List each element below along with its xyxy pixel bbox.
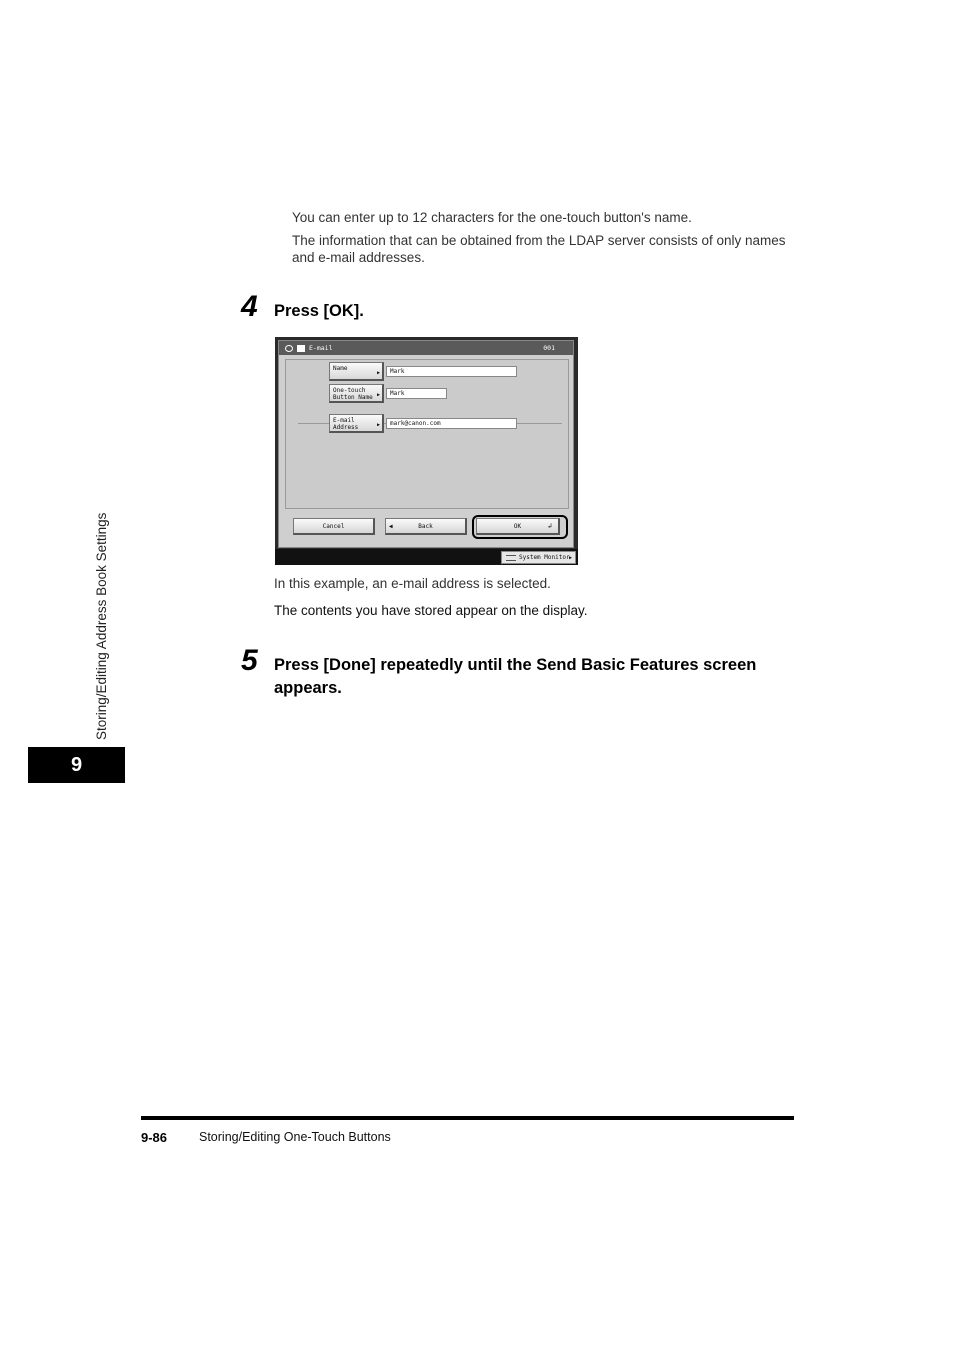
step-4-number: 4 xyxy=(241,290,258,323)
arrow-right-icon: ▶ xyxy=(568,555,572,561)
email-label-line2: Address xyxy=(333,424,359,431)
screen-panel-area xyxy=(278,340,574,548)
name-button-label: Name xyxy=(333,365,348,372)
onetouch-name-button[interactable] xyxy=(329,384,384,403)
caption-result: The contents you have stored appear on the display. xyxy=(274,603,588,618)
page-number: 9-86 xyxy=(141,1130,168,1145)
arrow-left-icon: ◀ xyxy=(389,522,393,530)
arrow-right-icon: ▶ xyxy=(376,370,380,376)
note-ldap-info: The information that can be obtained from the LDAP server consists of only names and e-mail addresses. xyxy=(292,233,786,265)
step-5-number: 5 xyxy=(241,644,258,677)
footer-rule xyxy=(141,1116,794,1120)
note-char-limit: You can enter up to 12 characters for the one-touch button's name. xyxy=(292,210,692,225)
email-address-field[interactable]: mark@canon.com xyxy=(386,418,517,429)
cancel-button[interactable]: Cancel xyxy=(293,518,375,535)
screen-title: E-mail xyxy=(309,344,333,352)
step-5-text: Press [Done] repeatedly until the Send Basic Features screen appears. xyxy=(274,656,757,697)
name-field[interactable]: Mark xyxy=(386,366,517,377)
step-4-text: Press [OK]. xyxy=(274,302,364,320)
system-monitor-button[interactable]: System Monitor ▶ xyxy=(501,551,576,564)
form-panel xyxy=(285,359,569,509)
mail-icon xyxy=(297,345,305,352)
ok-button[interactable]: OK ↲ xyxy=(476,518,560,535)
enter-icon: ↲ xyxy=(547,522,552,530)
chapter-number-tab: 9 xyxy=(28,747,125,783)
onetouch-label-line2: Button Name xyxy=(333,394,373,401)
onetouch-label-line1: One-touch xyxy=(333,387,366,394)
back-button[interactable]: ◀ Back xyxy=(385,518,467,535)
footer-section-title: Storing/Editing One-Touch Buttons xyxy=(199,1130,391,1144)
arrow-right-icon: ▶ xyxy=(376,422,380,428)
name-button[interactable] xyxy=(329,362,384,381)
chapter-side-label: Storing/Editing Address Book Settings xyxy=(94,512,109,740)
screen-title-bar xyxy=(279,341,573,355)
onetouch-name-field[interactable]: Mark xyxy=(386,388,447,399)
email-address-button[interactable] xyxy=(329,414,384,433)
status-bar xyxy=(275,549,578,565)
caption-example: In this example, an e-mail address is selected. xyxy=(274,576,551,591)
entry-number: 001 xyxy=(543,344,555,352)
monitor-icon xyxy=(506,555,516,561)
arrow-right-icon: ▶ xyxy=(376,392,380,398)
device-screen xyxy=(275,337,578,565)
settings-icon xyxy=(285,345,293,352)
email-label-line1: E-mail xyxy=(333,417,355,424)
